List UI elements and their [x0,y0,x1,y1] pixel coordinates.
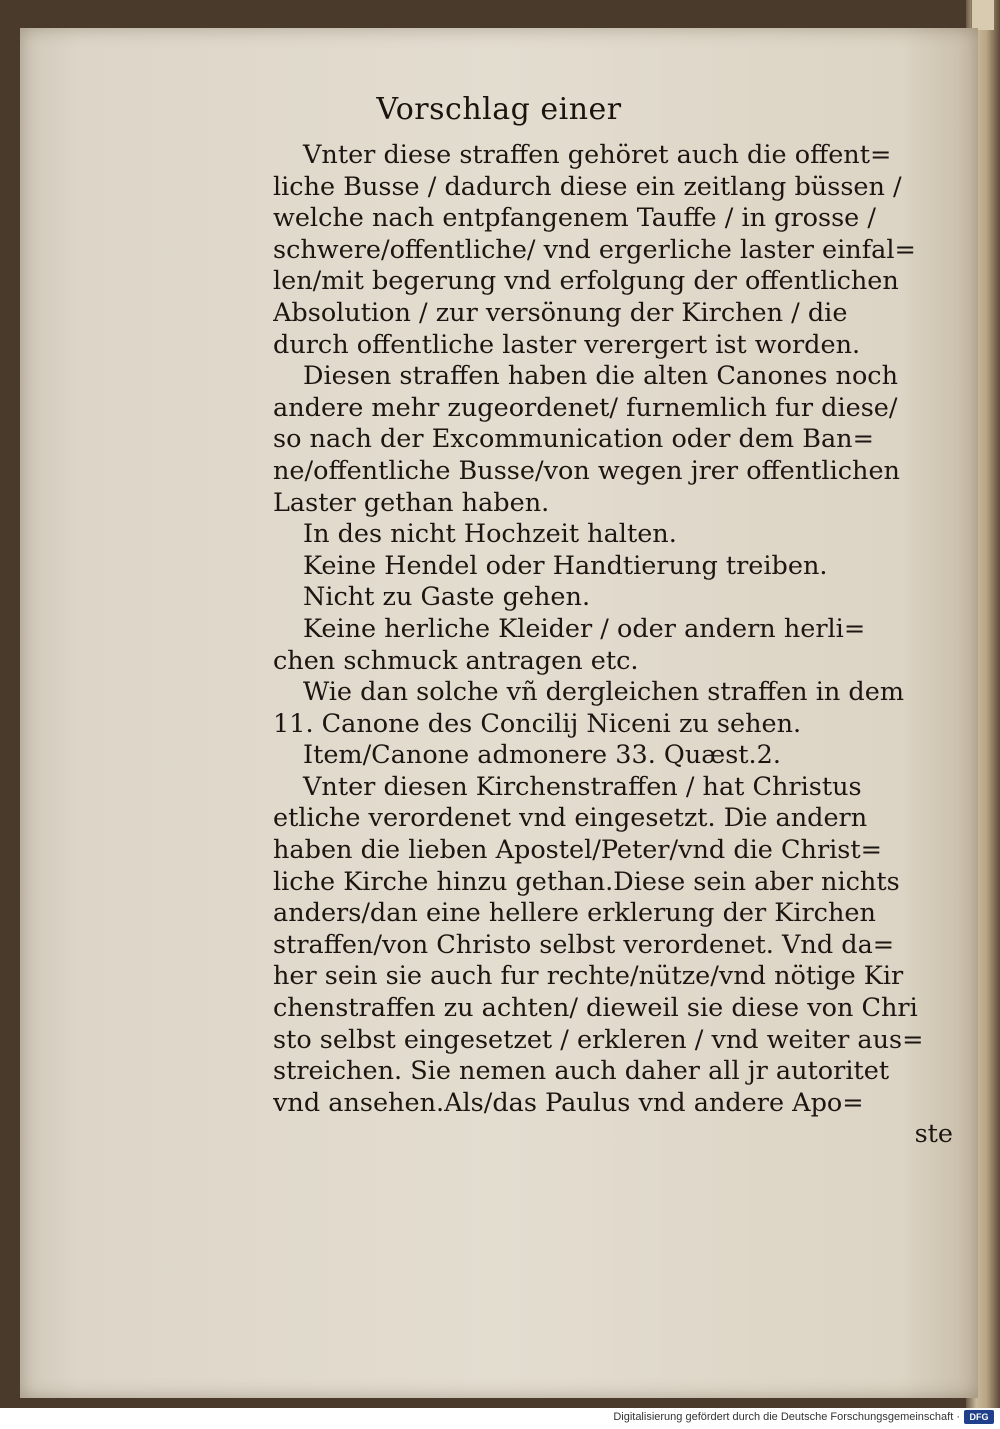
dfg-logo: DFG [964,1410,994,1424]
text-line: haben die lieben Apostel/Peter/vnd die Christ= [273,835,882,866]
text-line: Item/Canone admonere 33. Quæst.2. [303,740,781,771]
text-line: her sein sie auch fur rechte/nütze/vnd nötige Kir [273,961,904,992]
text-line: welche nach entpfangenem Tauffe / in grosse / [273,203,876,234]
text-line: liche Busse / dadurch diese ein zeitlang büssen / [273,171,902,202]
text-line: Nicht zu Gaste gehen. [303,582,591,613]
text-line: Vnter diesen Kirchenstraffen / hat Christus [303,771,862,802]
text-line: ne/offentliche Busse/von wegen jrer offentlichen [273,455,900,486]
text-line: liche Kirche hinzu gethan.Diese sein aber nichts [273,866,900,897]
text-line: vnd ansehen.Als/das Paulus vnd andere Apo= [273,1087,864,1118]
text-line: Wie dan solche vñ dergleichen straffen in dem [303,677,904,708]
book-page [20,28,978,1398]
digitization-credit: Digitalisierung gefördert durch die Deutsche Forschungsgemeinschaft · [613,1411,960,1423]
text-line: so nach der Excommunication oder dem Ban= [273,424,874,455]
text-line: sto selbst eingesetzet / erkleren / vnd weiter aus= [273,1024,924,1055]
text-line: andere mehr zugeordenet/ furnemlich fur diese/ [273,392,898,423]
text-line: In des nicht Hochzeit halten. [303,519,677,550]
footer-bar [0,1408,1000,1429]
page-body-text [273,140,953,1151]
text-line: chen schmuck antragen etc. [273,645,639,676]
text-line: Keine Hendel oder Handtierung treiben. [303,550,828,581]
page-tab-marker [971,0,994,30]
text-line: 11. Canone des Concilij Niceni zu sehen. [273,708,802,739]
text-line: chenstraffen zu achten/ dieweil sie diese von Chri [273,993,918,1024]
text-line: etliche verordenet vnd eingesetzt. Die andern [273,803,868,834]
text-line: straffen/von Christo selbst verordenet. Vnd da= [273,929,895,960]
text-line: Keine herliche Kleider / oder andern herli= [303,613,866,644]
text-line: Vnter diese straffen gehöret auch die offent= [303,140,892,170]
text-line: Diesen straffen haben die alten Canones noch [303,361,899,392]
text-line: len/mit begerung vnd erfolgung der offentlichen [273,266,899,297]
text-line: ste [914,1119,953,1150]
text-line: anders/dan eine hellere erklerung der Kirchen [273,898,876,929]
text-line: durch offentliche laster verergert ist worden. [273,329,861,360]
text-line: Laster gethan haben. [273,487,550,518]
text-line: schwere/offentliche/ vnd ergerliche laster einfal= [273,234,916,265]
running-header: Vorschlag einer [376,92,622,127]
text-line: streichen. Sie nemen auch daher all jr autoritet [273,1056,890,1087]
text-line: Absolution / zur versönung der Kirchen / die [273,297,848,328]
